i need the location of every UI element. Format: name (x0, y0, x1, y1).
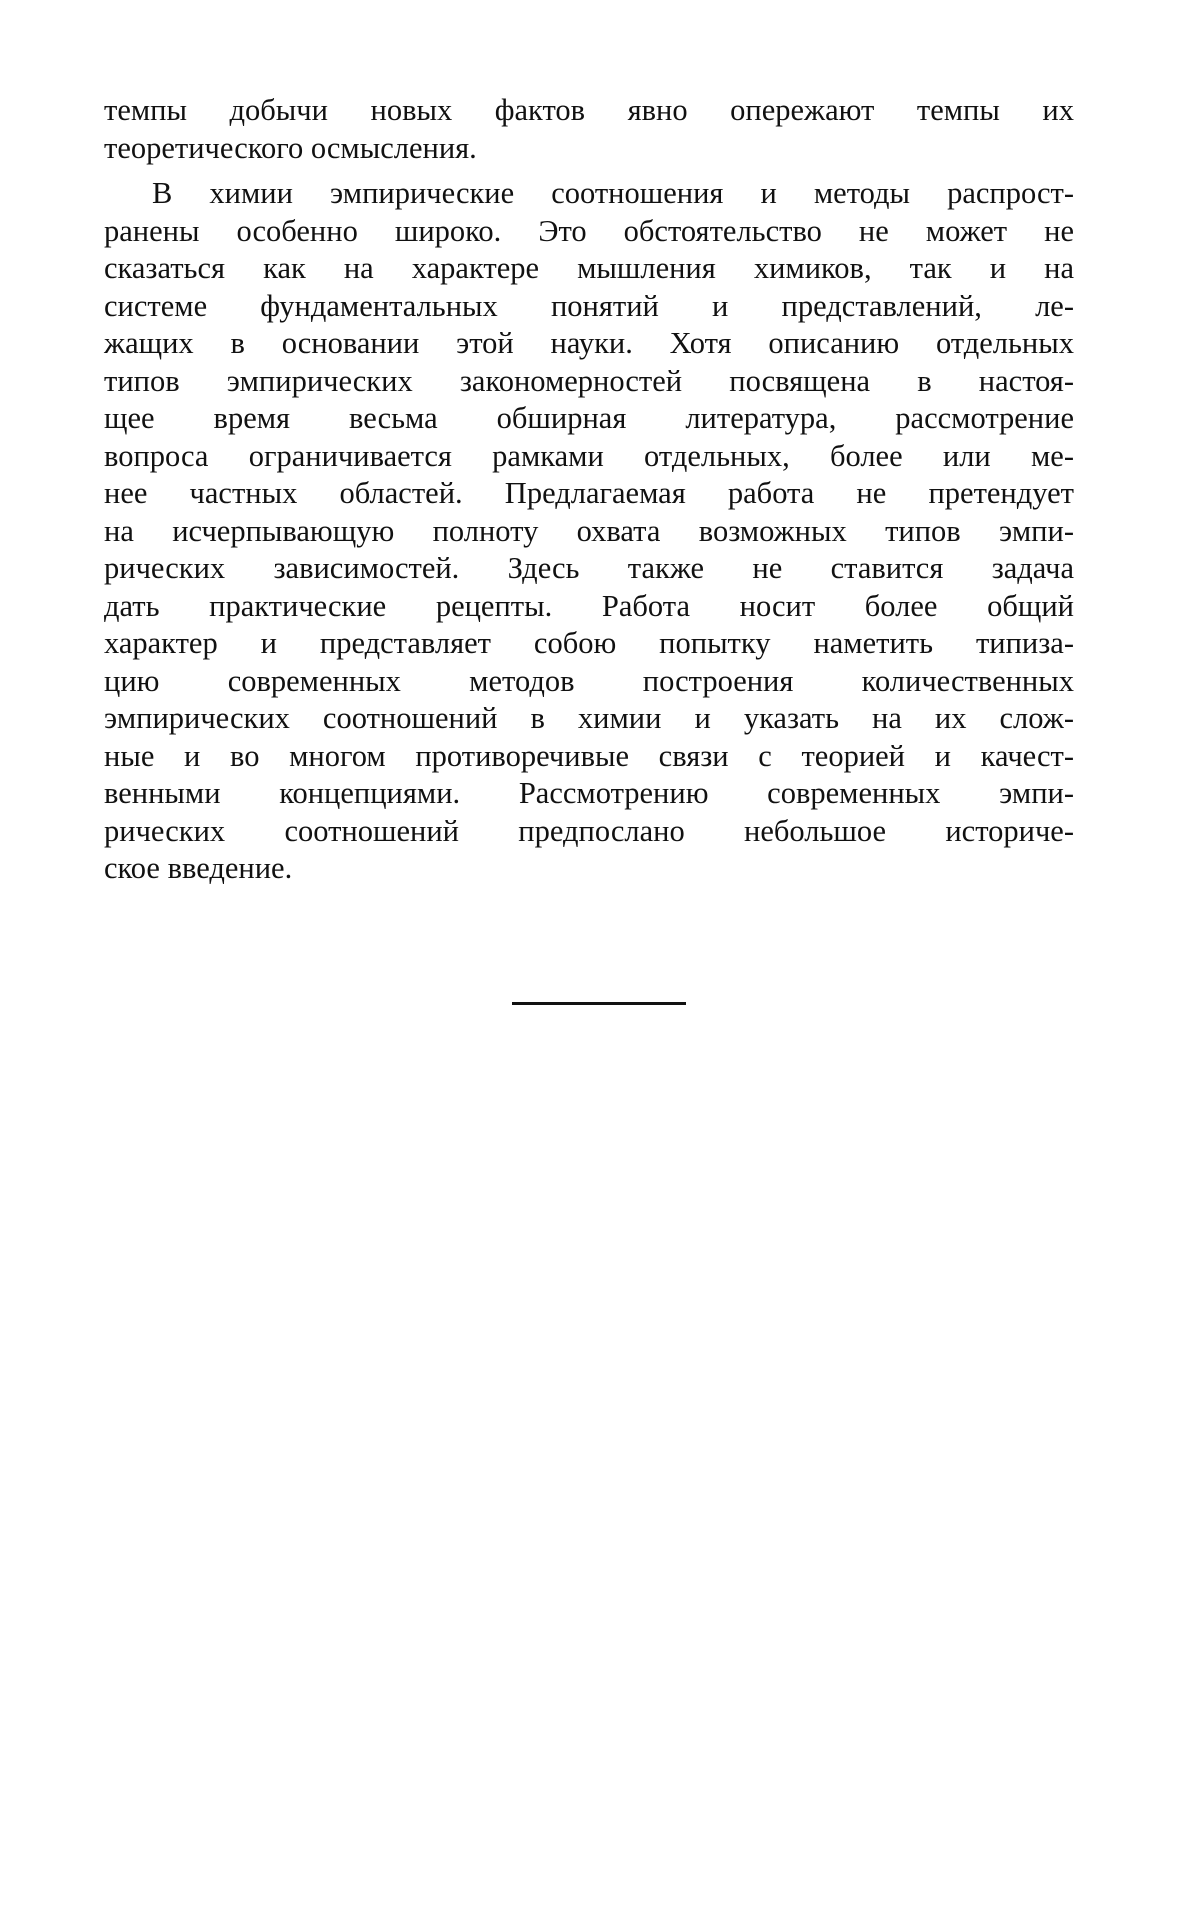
text-line: нее частных областей. Предлагаемая работа не претендует (104, 476, 1074, 510)
text-line: теоретического осмысления. (104, 130, 477, 165)
text-line: дать практические рецепты. Работа носит более общий (104, 588, 1074, 623)
text-line: характер и представляет собою попытку наметить типиза- (104, 626, 1074, 660)
text-line: типов эмпирических закономерностей посвящена в настоя- (104, 363, 1074, 398)
section-end-rule (512, 1002, 686, 1005)
text-line: системе фундаментальных понятий и представлений, ле- (104, 288, 1074, 323)
text-line: рических зависимостей. Здесь также не ставится задача (104, 551, 1074, 585)
text-block (104, 92, 1074, 888)
text-line: эмпирических соотношений в химии и указать на их слож- (104, 701, 1074, 735)
text-line: ранены особенно широко. Это обстоятельство не может не (104, 213, 1074, 248)
paragraph-2 (104, 175, 1074, 888)
text-line: ные и во многом противоречивые связи с теорией и качест- (104, 738, 1074, 773)
text-line: вопроса ограничивается рамками отдельных, более или ме- (104, 438, 1074, 473)
text-line: сказаться как на характере мышления химиков, так и на (104, 251, 1074, 285)
text-line: темпы добычи новых фактов явно опережают темпы их (104, 93, 1074, 127)
paragraph-1 (104, 92, 1074, 167)
page-body (104, 92, 1074, 888)
text-line: жащих в основании этой науки. Хотя описанию отдельных (104, 326, 1074, 360)
text-line: рических соотношений предпослано небольшое историче- (104, 813, 1074, 848)
text-line: на исчерпывающую полноту охвата возможных типов эмпи- (104, 513, 1074, 548)
text-line: В химии эмпирические соотношения и методы распрост- (152, 176, 1074, 210)
text-line: венными концепциями. Рассмотрению современных эмпи- (104, 776, 1074, 810)
text-line: щее время весьма обширная литература, рассмотрение (104, 401, 1074, 435)
paragraph-gap (104, 167, 1074, 175)
text-line: ское введение. (104, 851, 293, 885)
text-line: цию современных методов построения количественных (104, 663, 1074, 698)
